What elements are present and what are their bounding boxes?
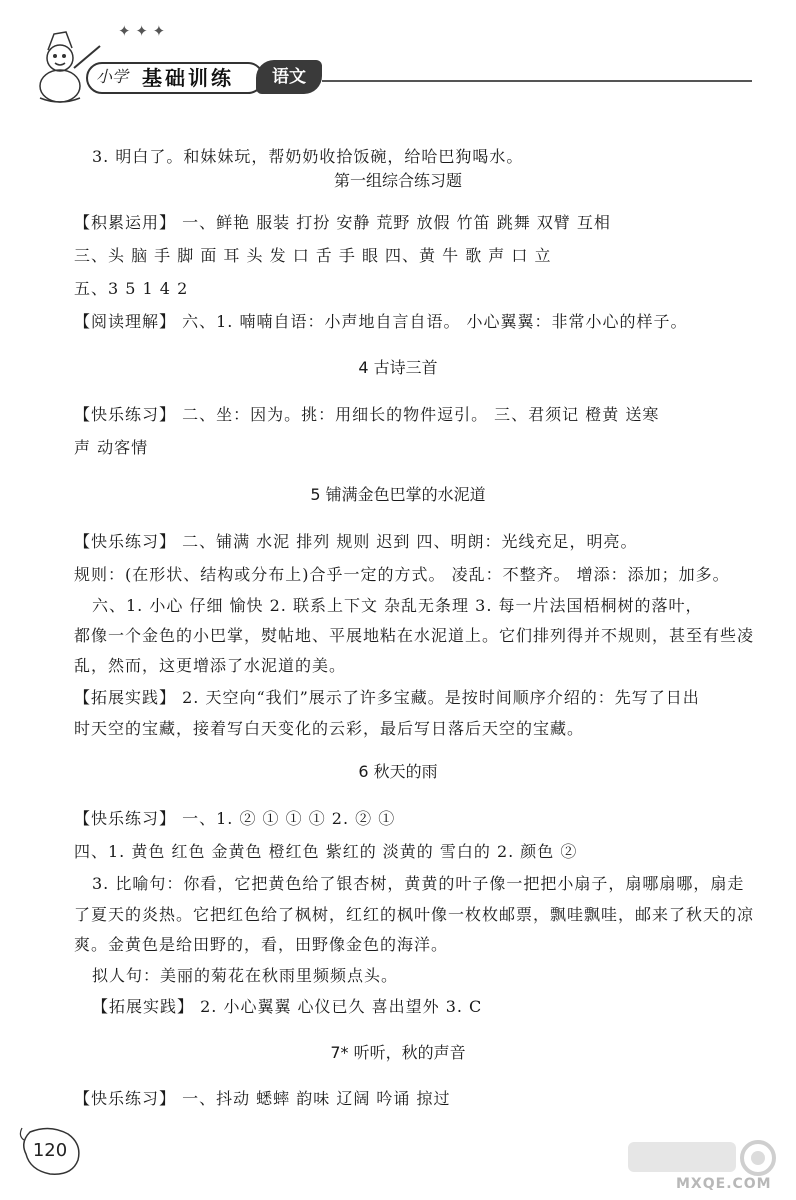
answer-line: 拟人句：美丽的菊花在秋雨里频频点头。 bbox=[92, 966, 399, 985]
answer-line: 3. 比喻句：你看，它把黄色给了银杏树，黄黄的叶子像一把把小扇子，扇哪扇哪，扇走 bbox=[92, 874, 745, 893]
answer-line: 【快乐练习】 一、抖动 蟋蟀 韵味 辽阔 吟诵 掠过 bbox=[74, 1089, 451, 1108]
series-small-label: 小学 bbox=[96, 67, 129, 86]
stars-icon: ✦ ✦ ✦ bbox=[118, 22, 166, 40]
answer-line: 四、1. 黄色 红色 金黄色 橙红色 紫红的 淡黄的 雪白的 2. 颜色 ② bbox=[74, 842, 578, 861]
section-title: 7* 听听，秋的声音 bbox=[330, 1043, 466, 1062]
series-title: 基础训练 bbox=[142, 66, 234, 90]
answer-line: 声 动客情 bbox=[74, 438, 149, 457]
header-rule bbox=[322, 80, 752, 82]
answer-line: 六、1. 小心 仔细 愉快 2. 联系上下文 杂乱无条理 3. 每一片法国梧桐树的落叶， bbox=[92, 596, 703, 615]
answer-line: 时天空的宝藏，接着写白天变化的云彩，最后写日落后天空的宝藏。 bbox=[74, 719, 585, 738]
answer-line: 【拓展实践】 2. 天空向“我们”展示了许多宝藏。是按时间顺序介绍的：先写了日出 bbox=[74, 688, 700, 707]
answer-line: 【快乐练习】 二、坐：因为。挑：用细长的物件逗引。 三、君须记 橙黄 送寒 bbox=[74, 405, 660, 424]
answer-line: 了夏天的炎热。它把红色给了枫树，红红的枫叶像一枚枚邮票，飘哇飘哇，邮来了秋天的凉 bbox=[74, 905, 755, 924]
answer-line: 爽。金黄色是给田野的，看，田野像金色的海洋。 bbox=[74, 935, 449, 954]
answer-line: 五、3 5 1 4 2 bbox=[74, 279, 189, 298]
watermark-text: MXQE.COM bbox=[676, 1176, 772, 1192]
section-title: 4 古诗三首 bbox=[358, 358, 438, 377]
page-header bbox=[0, 0, 796, 110]
section-title: 第一组综合练习题 bbox=[333, 171, 462, 190]
section-title: 6 秋天的雨 bbox=[358, 762, 438, 781]
section-title: 5 铺满金色巴掌的水泥道 bbox=[310, 485, 486, 504]
answer-line: 乱，然而，这更增添了水泥道的美。 bbox=[74, 656, 347, 675]
answer-line: 【阅读理解】 六、1. 喃喃自语：小声地自言自语。 小心翼翼：非常小心的样子。 bbox=[74, 312, 688, 331]
answer-line: 三、头 脑 手 脚 面 耳 头 发 口 舌 手 眼 四、黄 牛 歌 声 口 立 bbox=[74, 246, 552, 265]
subject-tag: 语文 bbox=[256, 60, 322, 94]
page-number: 120 bbox=[32, 1140, 68, 1161]
answer-line: 规则：(在形状、结构或分布上)合乎一定的方式。 凌乱：不整齐。 增添：添加；加多。 bbox=[74, 565, 730, 584]
answer-line: 【积累运用】 一、鲜艳 服装 打扮 安静 荒野 放假 竹笛 跳舞 双臂 互相 bbox=[74, 213, 611, 232]
answer-line: 【快乐练习】 二、铺满 水泥 排列 规则 迟到 四、明朗：光线充足，明亮。 bbox=[74, 532, 638, 551]
answer-line: 【拓展实践】 2. 小心翼翼 心仪已久 喜出望外 3. C bbox=[92, 997, 483, 1016]
answer-line: 【快乐练习】 一、1. ② ① ① ① 2. ② ① bbox=[74, 809, 396, 828]
answer-line: 都像一个金色的小巴掌，熨帖地、平展地粘在水泥道上。它们排列得并不规则，甚至有些凌 bbox=[74, 626, 755, 645]
answer-line: 3. 明白了。和妹妹玩，帮奶奶收拾饭碗，给哈巴狗喝水。 bbox=[92, 147, 524, 166]
